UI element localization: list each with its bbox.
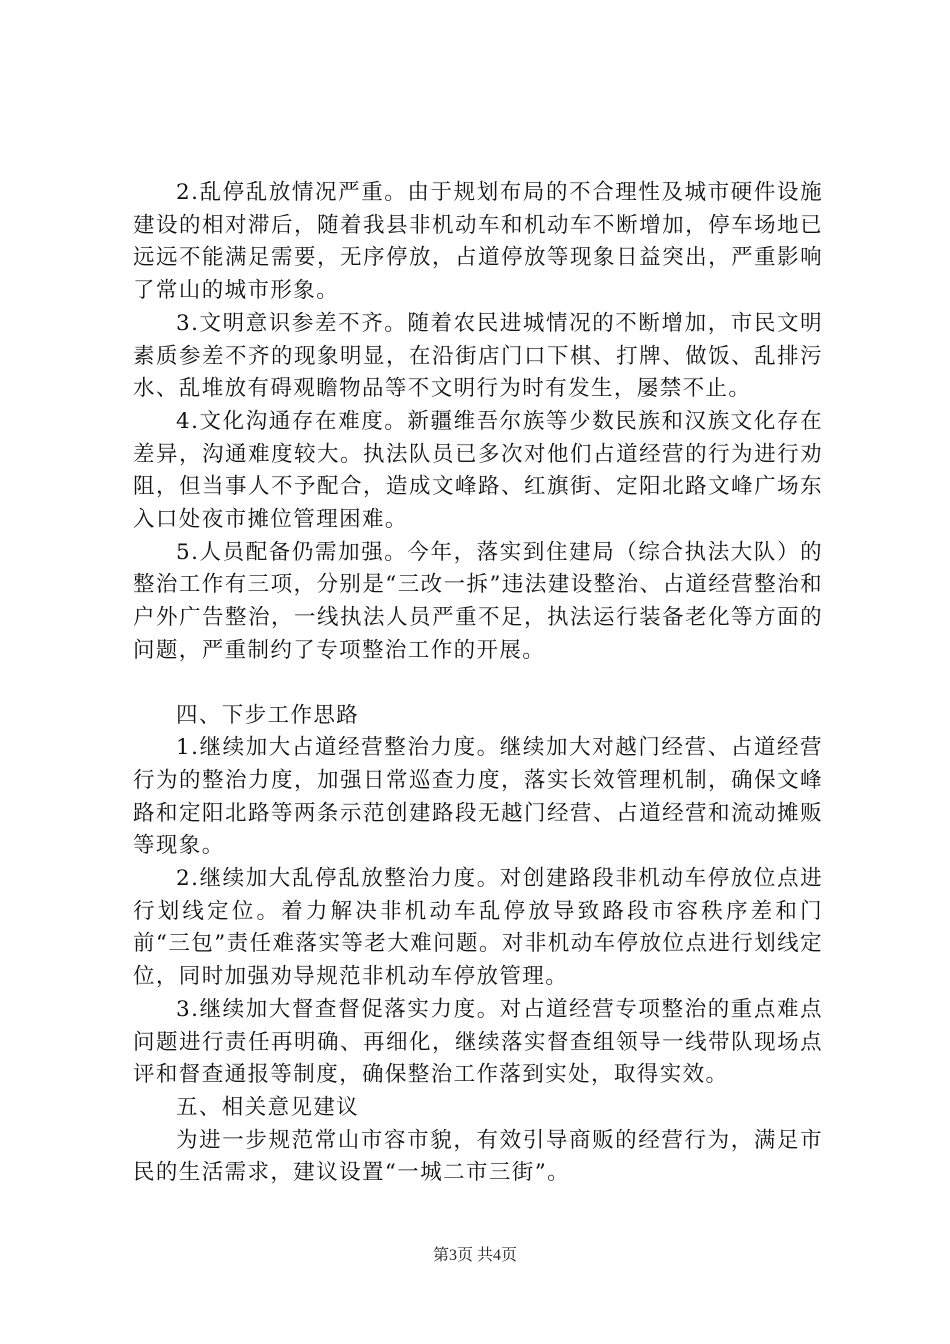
paragraph-suggestions: 为进一步规范常山市容市貌，有效引导商贩的经营行为，满足市民的生活需求，建议设置“一城二市三街”。 — [133, 1127, 823, 1186]
page-number-footer: 第3页 共4页 — [432, 1247, 517, 1264]
section-heading-next-steps: 四、下步工作思路 — [176, 702, 360, 728]
paragraph-item-2-parking: 2.乱停乱放情况严重。由于规划布局的不合理性及城市硬件设施建设的相对滞后，随着我县非机动车和机动车不断增加，停车场地已远远不能满足需要，无序停放，占道停放等现象日益突出，严重影响了常山的城市形象。 — [133, 180, 823, 304]
paragraph-item-5-staffing: 5.人员配备仍需加强。今年，落实到住建局（综合执法大队）的整治工作有三项，分别是“三改一拆”违法建设整治、占道经营整治和户外广告整治，一线执法人员严重不足，执法运行装备老化等方面的问题，严重制约了专项整治工作的开展。 — [133, 539, 823, 663]
paragraph-next-step-2: 2.继续加大乱停乱放整治力度。对创建路段非机动车停放位点进行划线定位。着力解决非机动车乱停放导致路段市容秩序差和门前“三包”责任难落实等老大难问题。对非机动车停放位点进行划线定位，同时加强劝导规范非机动车停放管理。 — [133, 866, 823, 990]
section-gap — [133, 668, 823, 700]
paragraph-item-4-culture: 4.文化沟通存在难度。新疆维吾尔族等少数民族和汉族文化存在差异，沟通难度较大。执法队员已多次对他们占道经营的行为进行劝阻，但当事人不予配合，造成文峰路、红旗街、定阳北路文峰广场东入口处夜市摊位管理困难。 — [133, 408, 823, 533]
paragraph-next-step-1: 1.继续加大占道经营整治力度。继续加大对越门经营、占道经营行为的整治力度，加强日常巡查力度，落实长效管理机制，确保文峰路和定阳北路等两条示范创建路段无越门经营、占道经营和流动摊贩等现象。 — [133, 735, 823, 859]
section-heading-suggestions: 五、相关意见建议 — [176, 1094, 360, 1120]
paragraph-next-step-3: 3.继续加大督查督促落实力度。对占道经营专项整治的重点难点问题进行责任再明确、再细化，继续落实督查组领导一线带队现场点评和督查通报等制度，确保整治工作落到实处，取得实效。 — [133, 996, 823, 1088]
page-content — [133, 177, 823, 1190]
paragraph-item-3-civility: 3.文明意识参差不齐。随着农民进城情况的不断增加，市民文明素质参差不齐的现象明显，在沿街店门口下棋、打牌、做饭、乱排污水、乱堆放有碍观瞻物品等不文明行为时有发生，屡禁不止。 — [133, 310, 823, 402]
